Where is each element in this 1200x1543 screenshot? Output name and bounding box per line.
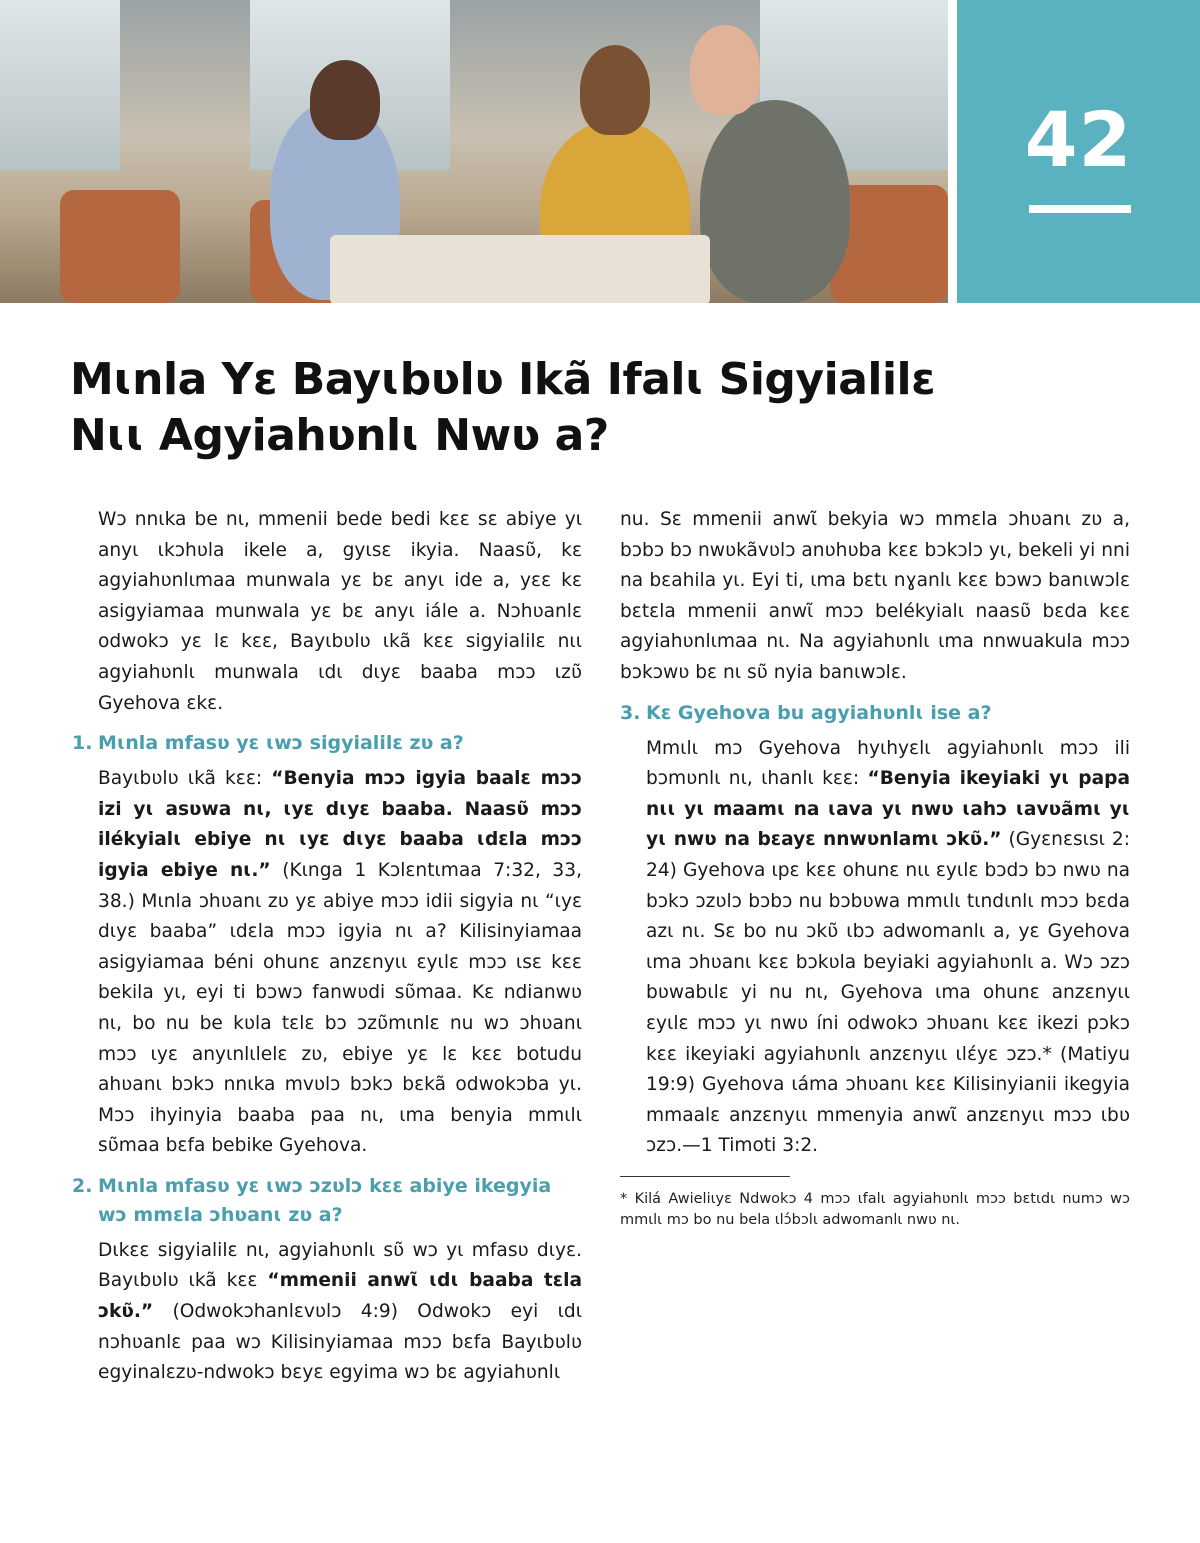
cafe-photo (0, 0, 948, 303)
section-2-heading-line-1: Mɩnla mfasʋ yɛ ɩwɔ ɔzʋlɔ kɛɛ abiye ikegyia (98, 1174, 552, 1197)
section-3-lead: Mmɩlɩ mɔ Gyehova hyɩhyɛlɩ agyiahʋnlɩ mɔɔ ili bɔmʋnlɩ nɩ, ɩhanlɩ kɛɛ: (646, 737, 1130, 790)
title-line-1: Mɩnla Yɛ Bayɩbʋlʋ Ikã Ifalɩ Sigyialilɛ (70, 354, 936, 405)
section-2-heading-line-2: wɔ mmɛla ɔhʋanɩ zʋ a? (98, 1203, 343, 1226)
section-2-quote: “mmenii anwɩ̃ ɩdɩ baaba tɛla ɔkʋ̃.” (98, 1270, 582, 1323)
section-1-quote: “Benyia mɔɔ igyia baalɛ mɔɔ izi yɩ asʋwa nɩ, ɩyɛ dɩyɛ baaba. Naasʋ̃ mɔɔ ilékyialɩ ebiye nɩ ɩyɛ dɩyɛ baaba ɩdɛla mɔɔ igyia ebiye nɩ.” (98, 768, 582, 881)
page-title (70, 352, 1070, 464)
section-3-paragraph (620, 734, 1130, 1162)
left-column (72, 505, 582, 1389)
section-1-paragraph (72, 764, 582, 1162)
section-3-number: 3. (620, 701, 641, 724)
right-column (620, 505, 1130, 1231)
section-2-lead: Dɩkɛɛ sigyialilɛ nɩ, agyiahʋnlɩ sʋ̃ wɔ yɩ mfasʋ dɩyɛ. Bayɩbʋlʋ ɩkã kɛɛ (98, 1239, 582, 1292)
section-1-number: 1. (72, 732, 93, 755)
badge-underline (1029, 205, 1131, 213)
section-2-paragraph-continued: nu. Sɛ mmenii anwɩ̃ bekyia wɔ mmɛla ɔhʋanɩ zʋ a, bɔbɔ bɔ nwʋkãvʋlɔ anʋhʋba kɛɛ bɔkɔlɔ yɩ, bekeli yi nni na bɛahila yɩ. Eyi ti, ɩma bɛtɩ nɣanlɩ kɛɛ bɔwɔ banɩwɔlɛ bɛtɛla mmenii anwɩ̃ mɔɔ belékyialɩ naasʋ̃ bɛda kɛɛ agyiahʋnlɩmaa nɩ. Na agyiahʋnlɩ ɩma nnwuakula mɔɔ bɔkɔwʋ bɛ nɩ sʋ̃ nyia banɩwɔlɛ. (620, 509, 1130, 683)
section-3-quote: “Benyia ikeyiaki yɩ papa nɩɩ yɩ maamɩ na ɩava yɩ nwʋ ɩahɔ ɩavʋãmɩ yɩ yɩ nwʋ na bɛayɛ nnwʋnlamɩ ɔkʋ̃.” (646, 768, 1131, 851)
section-2-heading (72, 1172, 582, 1230)
title-line-2: Nɩɩ Agyiahʋnlɩ Nwʋ a? (70, 410, 609, 461)
footnote-divider (620, 1176, 790, 1177)
lesson-number: 42 (1024, 95, 1133, 184)
section-2-rest: (Odwokɔhanlɛvʋlɔ 4:9) Odwokɔ eyi ɩdɩ nɔhʋanlɛ paa wɔ Kilisinyiamaa mɔɔ bɛfa Bayɩbʋlʋ egyinalɛzʋ-ndwokɔ bɛyɛ egyima wɔ bɛ agyiahʋnlɩ (98, 1301, 582, 1384)
section-2-number: 2. (72, 1174, 93, 1197)
section-1-heading (72, 729, 582, 758)
lesson-number-badge (957, 0, 1200, 303)
section-3-heading (620, 699, 1130, 728)
section-3-rest: (Gyɛnɛsɩsɩ 2: 24) Gyehova ɩpɛ kɛɛ ohunɛ nɩɩ ɛyɩlɛ bɔdɔ bɔ nwʋ na bɔkɔ ɔzʋlɔ bɔbɔ nu bɔbʋwa mmɩlɩ tɩndɩnlɩ mɔɔ bɛda azɩ nɩ. Sɛ bo nu ɔkʋ̃ ɩbɔ adwomanlɩ a, yɛ Gyehova ɩma ɔhʋanɩ kɛɛ bɔkʋla beyiaki agyiahʋnlɩ a. Wɔ ɔzɔ bʋwabɩlɛ yi nu nɩ, Gyehova ɩma ohunɛ anzɛnyɩɩ ɛyɩlɛ mɔɔ yɩ nwʋ íni odwokɔ ɔhʋanɩ kɛɛ ikezi pɔkɔ kɛɛ ikeyiaki agyiahʋnlɩ anzɛnyɩɩ ɩlɛ́yɛ ɔzɔ.* (Matiyu 19:9) Gyehova ɩáma ɔhʋanɩ kɛɛ Kilisinyianii ikegyia mmaalɛ anzɛnyɩɩ mmenyia anwɩ̃ anzɛnyɩɩ mɔɔ ɩbʋ ɔzɔ.—1 Timoti 3:2. (646, 829, 1130, 1157)
section-1-lead: Bayɩbʋlʋ ɩkã kɛɛ: (98, 768, 272, 790)
section-2-paragraph (72, 1236, 582, 1389)
intro-paragraph: Wɔ nnɩka be nɩ, mmenii bede bedi kɛɛ sɛ abiye yɩ anyɩ ɩkɔhʋla ikele a, gyɩsɛ ikyia. Naasʋ̃, kɛ agyiahʋnlɩmaa munwala yɛ bɛ anyɩ ide a, yɛɛ kɛ asigyiamaa munwala yɛ bɛ anyɩ iále a. Nɔhʋanlɛ odwokɔ yɛ lɛ kɛɛ, Bayɩbʋlʋ ɩkã kɛɛ sigyialilɛ nɩɩ agyiahʋnlɩ munwala ɩdɩ dɩyɛ baaba mɔɔ ɩzʋ̃ Gyehova ɛkɛ. (98, 509, 582, 714)
section-3-heading-text: Kɛ Gyehova bu agyiahʋnlɩ ise a? (646, 701, 992, 724)
section-1-heading-text: Mɩnla mfasʋ yɛ ɩwɔ sigyialilɛ zʋ a? (98, 732, 464, 755)
footnote: * Kilá Awieliɩyɛ Ndwokɔ 4 mɔɔ ɩfalɩ agyiahʋnlɩ mɔɔ bɛtɩdɩ numɔ wɔ mmɩlɩ mɔ bo nu bela ɩlɔ́bɔlɩ adwomanlɩ nwʋ nɩ. (620, 1190, 1130, 1228)
section-1-rest: (Kɩnga 1 Kɔlɛntɩmaa 7:32, 33, 38.) Mɩnla ɔhʋanɩ zʋ yɛ abiye mɔɔ idii sigyia nɩ “ɩyɛ dɩyɛ baaba” ɩdɛla mɔɔ igyia nɩ a? Kilisinyiamaa asigyiamaa béni ohunɛ anzɛnyɩɩ ɛyɩlɛ mɔɔ ɩsɛ kɛɛ bekila yɩ, eyi ti bɔwɔ fanwʋdi sʋ̃maa. Kɛ ndianwʋ nɩ, bo nu be kʋla tɛlɛ bɔ ɔzʋ̃mɩnlɛ nu wɔ ɔhʋanɩ mɔɔ ɩyɛ anyɩnlɩlelɛ zʋ, ebiye yɛ lɛ kɛɛ botudu ahʋanɩ bɔkɔ nnɩka mvʋlɔ bɔkɔ bɛkã odwokɔba yɩ. Mɔɔ ihyinyia baaba paa nɩ, ɩma benyia mmɩlɩ sʋ̃maa bɛfa bebike Gyehova. (98, 859, 582, 1157)
